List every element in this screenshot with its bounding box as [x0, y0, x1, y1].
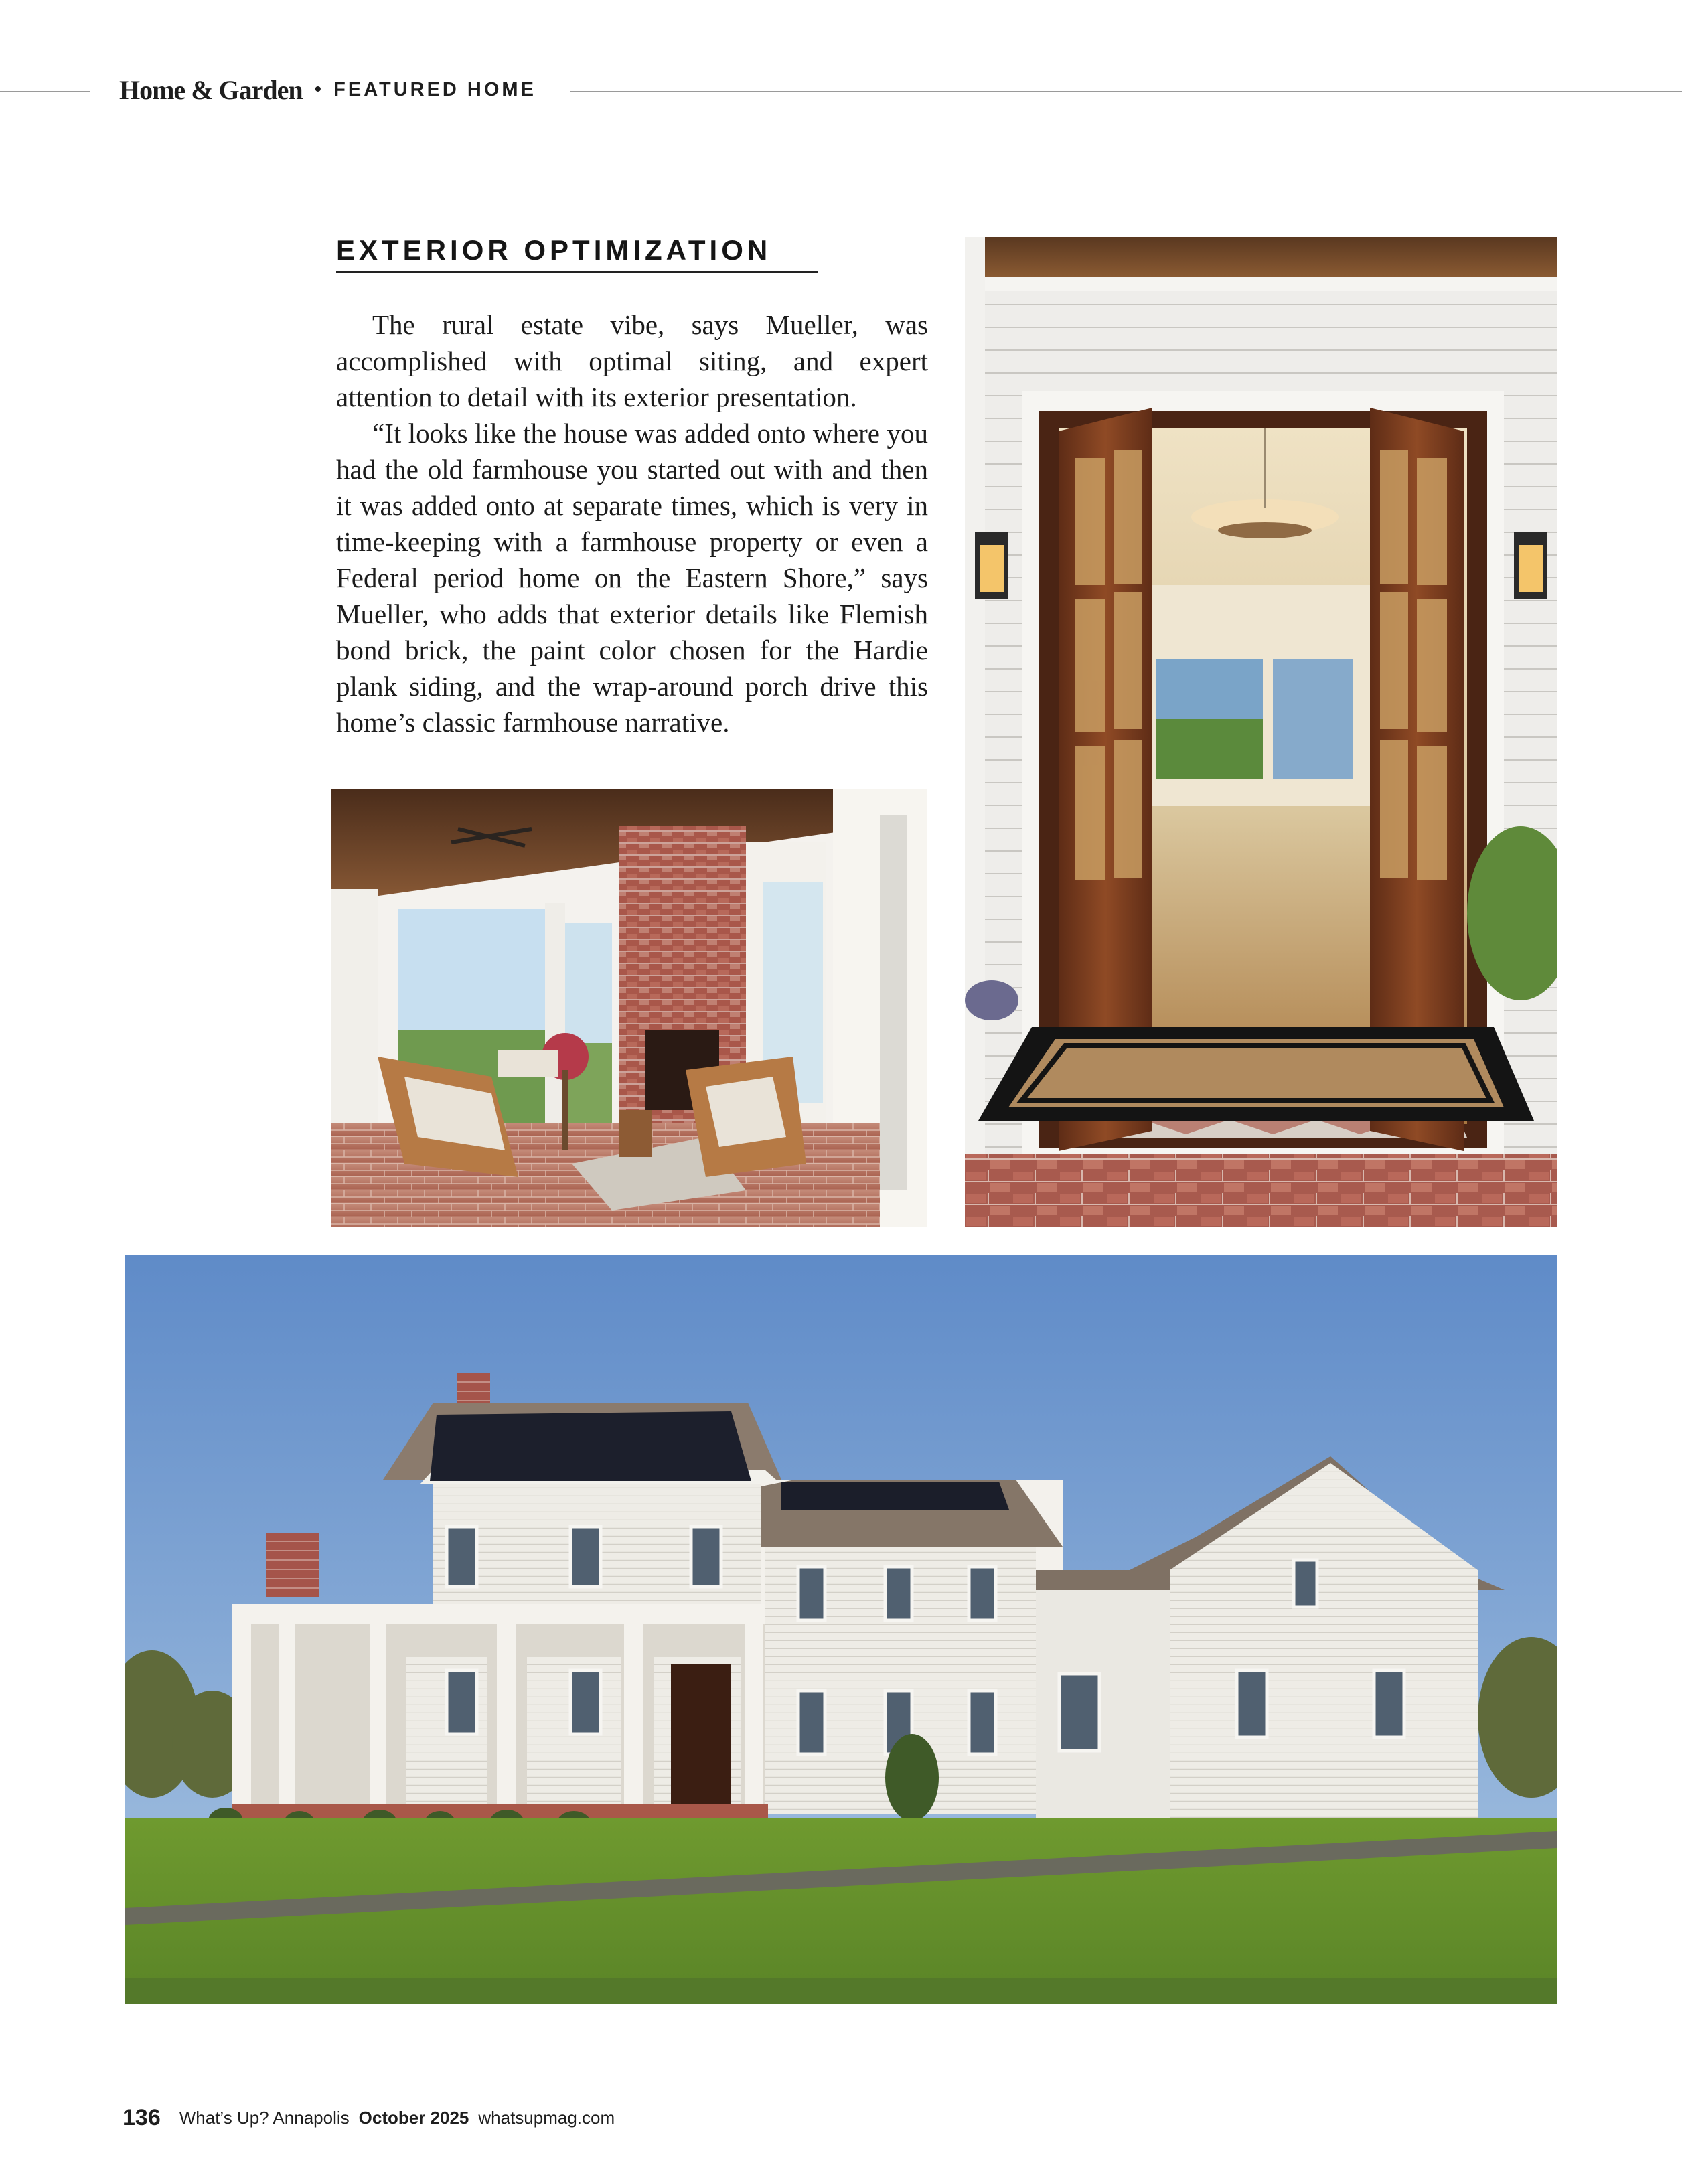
section-title-underline [336, 271, 818, 273]
header-rule-right [570, 91, 1682, 92]
running-header [119, 70, 536, 110]
page-number: 136 [123, 2104, 161, 2130]
house-exterior-photo [125, 1255, 1557, 2004]
page-footer [123, 2102, 615, 2133]
article-paragraph: The rural estate vibe, says Mueller, was accomplished with optimal siting, and expert attention to detail with its exterior presentation. [336, 309, 928, 412]
website-link[interactable]: whatsupmag.com [478, 2107, 615, 2128]
header-brand: Home & Garden [119, 74, 303, 105]
header-separator: • [314, 78, 322, 100]
section-title: EXTERIOR OPTIMIZATION [336, 234, 772, 266]
porch-photo [331, 789, 927, 1227]
article-paragraph: “It looks like the house was added onto where you had the old farmhouse you started out with and then it was added onto at separate times, which is very in time-keeping with a farmhouse property or even a Federal period home on the Eastern Shore,” says Mueller, who adds that exterior details like Flemish bond brick, the paint color chosen for the Hardie plank siding, and the wrap-around porch drive this home’s classic farmhouse narrative. [336, 418, 928, 738]
article-body [336, 307, 928, 740]
header-rule-left [0, 91, 90, 92]
entry-door-photo [965, 237, 1557, 1227]
publication-name: What’s Up? Annapolis [179, 2107, 350, 2128]
header-section: FEATURED HOME [333, 78, 536, 100]
issue-date: October 2025 [358, 2107, 469, 2128]
